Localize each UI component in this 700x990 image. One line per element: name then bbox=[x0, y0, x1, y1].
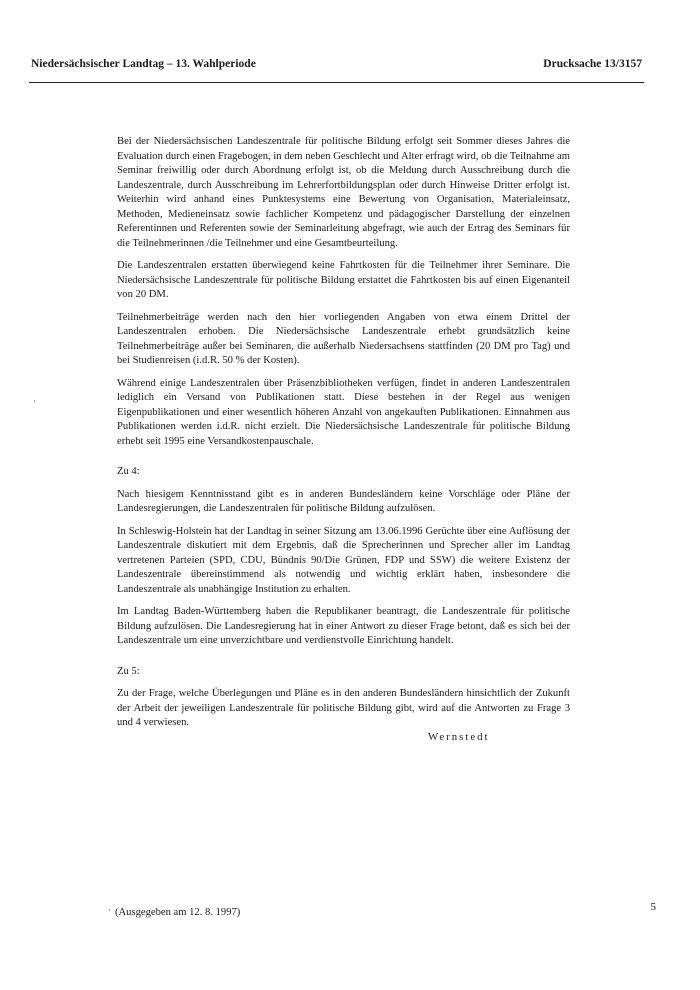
issue-date: (Ausgegeben am 12. 8. 1997) bbox=[115, 907, 241, 918]
paragraph-fahrtkosten: Die Landeszentralen erstatten überwiegend keine Fahrtkosten für die Teilnehmer ihrer Seminare. Die Niedersächsische Landeszentrale für politische Bildung erstattet die Fahrtkosten bis auf einen Eigenanteil von 20 DM. bbox=[117, 260, 570, 300]
paragraph-schleswig-holstein: In Schleswig-Holstein hat der Landtag in seiner Sitzung am 13.06.1996 Gerüchte über eine Auflösung der Landeszentrale diskutiert mit dem Ergebnis, daß die Sprecherinnen und Sprecher aller im Landtag vertretenen Parteien (SPD, CDU, Bündnis 90/Die Grünen, FDP und SSW) die weitere Existenz der Landeszentrale übereinstimmend als notwendig und wichtig erklärt haben, insbesondere die Landeszentrale als unabhängige Institution zu erhalten. bbox=[117, 525, 570, 595]
document-body bbox=[117, 135, 570, 739]
paragraph-evaluation: Bei der Niedersächsischen Landeszentrale für politische Bildung erfolgt seit Sommer dieses Jahres die Evaluation durch einen Fragebogen, in dem neben Geschlecht und Alter erfragt wird, ob die Teilnahme am Seminar freiwillig oder durch Abordnung erfolgt ist, ob die Meldung durch Ausschreibung durch die Landeszentrale, durch Ausschreibung im Lehrerfortbildungsplan oder durch Hinweise Dritter erfolgt ist. Weiterhin wird anhand eines Punktesystems eine Bewertung von Organisation, Materialeinsatz, Methoden, Medieneinsatz sowie fachlicher Kompetenz und pädagogischer Darstellung der einzelnen Referentinnen und Referenten sowie der Seminarleitung abgefragt, wie auch der Ertrag des Seminars für die Teilnehmerinnen /die Teilnehmer und eine Gesamtbeurteilung. bbox=[117, 136, 570, 249]
document-number: Drucksache 13/3157 bbox=[543, 58, 642, 70]
paragraph-ueberlegungen: Zu der Frage, welche Überlegungen und Pläne es in den anderen Bundesländern hinsichtlich der Zukunft der Arbeit der jeweiligen Landeszentrale für politische Bildung gibt, wird auf die Antworten zu Frage 3 und 4 verwiesen. bbox=[117, 688, 570, 728]
paragraph-kenntnisstand: Nach hiesigem Kenntnisstand gibt es in anderen Bundesländern keine Vorschläge oder Pläne der Landesregierungen, die Landeszentralen für politische Bildung aufzulösen. bbox=[117, 488, 570, 514]
paragraph-publikationen: Während einige Landeszentralen über Präsenzbibliotheken verfügen, findet in anderen Landeszentralen lediglich ein Versand von Publikationen statt. Diese bestehen in der Regel aus wenigen Eigenpublikationen und einer wesentlich höheren Anzahl von angekauften Publikationen. Einnahmen aus Publikationen werden i.d.R. nicht erzielt. Die Niedersächsische Landeszentrale für politische Bildung erhebt seit 1995 eine Versandkostenpauschale. bbox=[117, 377, 570, 447]
margin-mark: · bbox=[33, 396, 36, 406]
page-header bbox=[31, 58, 642, 80]
section-heading-zu-5: Zu 5: bbox=[117, 665, 140, 677]
header-title: Niedersächsischer Landtag – 13. Wahlperiode bbox=[31, 58, 256, 70]
signature: Wernstedt bbox=[428, 731, 490, 743]
paragraph-baden-wuerttemberg: Im Landtag Baden-Württemberg haben die Republikaner beantragt, die Landeszentrale für politische Bildung aufzulösen. Die Landesregierung hat in einer Antwort zu dieser Frage betont, daß es sich bei der Landeszentrale um eine unverzichtbare und verdienstvolle Einrichtung handelt. bbox=[117, 606, 570, 646]
header-rule bbox=[29, 82, 644, 83]
page-number: 5 bbox=[650, 901, 656, 913]
margin-mark: · bbox=[108, 905, 111, 915]
paragraph-teilnehmerbeitraege: Teilnehmerbeiträge werden nach den hier vorliegenden Angaben von etwa einem Drittel der Landeszentralen erhoben. Die Niedersächsische Landeszentrale erhebt grundsätzlich keine Teilnehmerbeiträge außer bei Seminaren, die außerhalb Niedersachsens stattfinden (20 DM pro Tag) und bei Studienreisen (i.d.R. 50 % der Kosten). bbox=[117, 311, 570, 366]
section-heading-zu-4: Zu 4: bbox=[117, 466, 140, 477]
